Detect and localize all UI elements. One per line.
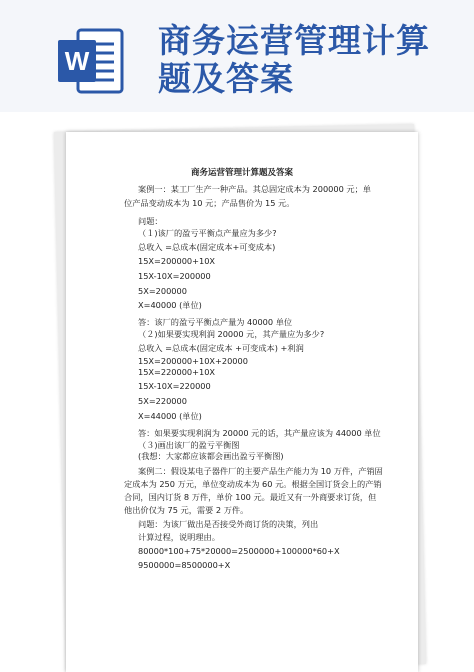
document-line: （３)画出该厂的盈亏平衡图	[138, 440, 240, 450]
document-line: 计算过程，说明理由。	[138, 532, 220, 542]
document-line: 问题：	[138, 216, 163, 226]
banner-title	[158, 22, 458, 98]
banner-title-line1: 商务运营管理计算	[158, 21, 430, 60]
document-line: 5X=200000	[138, 286, 187, 296]
document-line: 答：如果要实现利润为 20000 元的话，其产量应该为 44000 单位	[138, 428, 381, 438]
document-line: 他出价仅为 75 元，需要 2 万件。	[124, 505, 249, 515]
document-line: 总收入 =总成本(固定成本 +可变成本) +利润	[138, 343, 304, 353]
document-line: 9500000=8500000+X	[138, 560, 231, 570]
document-line: 答：该厂的盈亏平衡点产量为 40000 单位	[138, 317, 293, 327]
document-line: X=40000 (单位)	[138, 300, 202, 310]
document-line: 15X-10X=220000	[138, 381, 211, 391]
document-line: 15X=200000+10X+20000	[138, 356, 248, 366]
document-page	[66, 132, 418, 672]
document-line: 15X-10X=200000	[138, 271, 211, 281]
document-line: 案例二：假设某电子器件厂的主要产品生产能力为 10 万件，产销固	[138, 466, 383, 476]
word-document-icon	[56, 26, 126, 96]
document-line: 案例一：某工厂生产一种产品。其总固定成本为 200000 元；单	[138, 184, 371, 194]
document-line: 合同，国内订货 8 万件，单价 100 元。最近又有一外商要求订货，但	[124, 492, 377, 502]
document-line: （１)该厂的盈亏平衡点产量应为多少?	[138, 228, 277, 238]
document-line: 15X=200000+10X	[138, 256, 216, 266]
document-line: 位产品变动成本为 10 元；产品售价为 15 元。	[124, 198, 295, 208]
document-line: X=44000 (单位)	[138, 411, 202, 421]
document-line: 定成本为 250 万元，单位变动成本为 60 元。根据全国订货会上的产销	[124, 479, 382, 489]
banner-title-line2: 题及答案	[158, 59, 294, 98]
document-line: 15X=220000+10X	[138, 367, 216, 377]
document-line: (我想：大家都应该都会画出盈亏平衡图)	[138, 451, 284, 461]
document-title: 商务运营管理计算题及答案	[190, 168, 293, 178]
banner	[0, 0, 474, 112]
document-line: （２)如果要实现利润 20000 元，其产量应为多少?	[138, 329, 325, 339]
document-line: 问题：为该厂做出是否接受外商订货的决策，列出	[138, 519, 319, 529]
document-line: 80000*100+75*20000=2500000+100000*60+X	[138, 546, 340, 556]
document-line: 5X=220000	[138, 396, 187, 406]
document-line: 总收入 =总成本(固定成本+可变成本)	[138, 242, 276, 252]
svg-text:W: W	[64, 46, 90, 76]
